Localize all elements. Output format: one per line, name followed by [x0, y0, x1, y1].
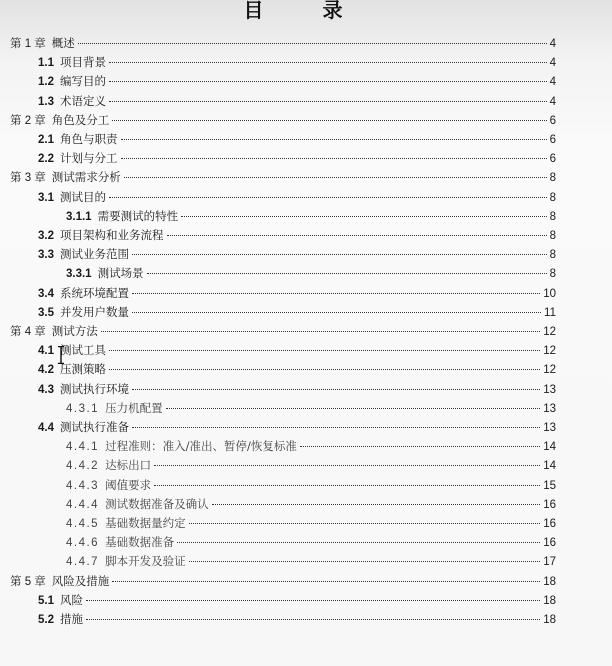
toc-entry-number: 第 3 章 [10, 172, 46, 185]
toc-entry-title: 测试场景 [97, 266, 144, 281]
toc-entry-title: 测试需求分析 [51, 170, 121, 185]
toc-entry-number: 5.2 [38, 614, 54, 626]
toc-entry-number: 3.3 [38, 249, 54, 262]
toc-leader-dots [132, 253, 547, 255]
toc-entry-number: 4.4.7 [66, 556, 100, 569]
toc-entry[interactable] [66, 456, 556, 475]
toc-entry-number: 3.1.1 [66, 210, 92, 223]
toc-page-number: 8 [549, 210, 556, 223]
toc-leader-dots [121, 138, 547, 140]
toc-leader-dots [112, 580, 540, 582]
toc-chapter-entry[interactable] [10, 111, 556, 130]
toc-entry[interactable] [38, 245, 556, 264]
toc-leader-dots [300, 445, 540, 447]
toc-entry[interactable] [66, 552, 556, 571]
toc-entry[interactable] [66, 495, 556, 514]
toc-chapter-entry[interactable] [10, 34, 556, 53]
toc-entry-title: 并发用户数量 [60, 304, 129, 319]
toc-leader-dots [109, 80, 547, 82]
toc-entry-number: 4.4.3 [66, 479, 100, 492]
toc-entry[interactable] [38, 591, 556, 610]
toc-entry-title: 压力机配置 [105, 400, 163, 415]
toc-page-number: 6 [549, 114, 556, 127]
toc-entry-title: 角色与职责 [60, 132, 118, 146]
toc-page-number: 12 [543, 345, 556, 358]
toc-page-number: 12 [543, 326, 556, 338]
toc-entry-title: 计划与分工 [60, 151, 118, 166]
toc-page-number: 15 [543, 479, 556, 492]
toc-entry-title: 测试工具 [60, 343, 106, 358]
toc-entry-number: 4.2 [38, 364, 54, 377]
toc-entry-number: 第 4 章 [10, 326, 46, 338]
toc-entry[interactable] [38, 130, 556, 149]
toc-entry[interactable] [38, 341, 556, 360]
toc-entry-title: 过程准则：准入/准出、暂停/恢复标准 [105, 439, 297, 454]
toc-leader-dots [154, 484, 540, 486]
toc-entry-number: 3.5 [38, 306, 54, 319]
toc-entry-title: 脚本开发及验证 [105, 554, 186, 569]
toc-page-number: 18 [543, 575, 556, 588]
toc-entry-number: 1.2 [38, 76, 54, 89]
toc-leader-dots [112, 119, 546, 121]
toc-entry-number: 1.1 [38, 57, 54, 70]
toc-leader-dots [109, 61, 547, 63]
toc-entry-number: 3.2 [38, 230, 54, 242]
toc-entry-title: 测试数据准备及确认 [105, 496, 209, 511]
toc-leader-dots [109, 196, 547, 198]
toc-entry-number: 4.3.1 [66, 402, 100, 415]
toc-entry-title: 测试执行环境 [60, 381, 129, 396]
toc-leader-dots [212, 503, 541, 505]
toc-entry-number: 3.1 [38, 191, 54, 204]
toc-entry[interactable] [38, 303, 556, 322]
toc-leader-dots [132, 292, 540, 294]
toc-leader-dots [132, 388, 540, 390]
toc-entry[interactable] [38, 284, 556, 303]
toc-entry-number: 3.3.1 [66, 268, 92, 281]
toc-entry-number: 1.3 [38, 95, 54, 108]
toc-entry-number: 4.4.2 [66, 460, 100, 473]
toc-entry[interactable] [66, 533, 556, 552]
toc-entry-title: 需要测试的特性 [97, 208, 179, 223]
toc-page-number: 4 [549, 38, 556, 50]
toc-entry[interactable] [38, 72, 556, 91]
toc-entry-number: 2.1 [38, 134, 54, 146]
toc-page-number: 6 [549, 153, 556, 166]
toc-leader-dots [109, 368, 540, 370]
toc-page-number: 16 [543, 518, 556, 530]
toc-entry[interactable] [66, 437, 556, 456]
toc-entry[interactable] [38, 92, 556, 111]
toc-leader-dots [177, 541, 540, 543]
toc-entry-title: 阈值要求 [105, 477, 152, 492]
toc-entry-number: 4.1 [38, 345, 54, 358]
toc-entry[interactable] [38, 226, 556, 245]
toc-entry-number: 4.3 [38, 383, 54, 396]
toc-leader-dots [167, 234, 547, 236]
toc-page-number: 12 [543, 364, 556, 377]
toc-leader-dots [109, 100, 547, 102]
toc-leader-dots [147, 272, 547, 274]
toc-entry-title: 基础数据准备 [105, 535, 175, 550]
toc-entry[interactable] [66, 264, 556, 283]
toc-page-number: 13 [543, 402, 556, 415]
toc-chapter-entry[interactable] [10, 572, 556, 591]
toc-entry[interactable] [38, 360, 556, 379]
toc-page-number: 8 [549, 249, 556, 262]
toc-page-number: 8 [549, 268, 556, 281]
toc-entry-title: 测试目的 [60, 189, 106, 204]
toc-page-number: 13 [543, 422, 556, 434]
toc-leader-dots [132, 311, 541, 313]
toc-entry-number: 第 1 章 [10, 38, 46, 50]
toc-entry-title: 概述 [51, 36, 75, 50]
toc-leader-dots [86, 618, 540, 620]
toc-page-number: 4 [549, 57, 556, 70]
toc-leader-dots [101, 330, 540, 332]
toc-entry[interactable] [66, 207, 556, 226]
toc-entry[interactable] [38, 149, 556, 168]
toc-entry-title: 达标出口 [105, 458, 152, 473]
toc-entry-title: 编写目的 [60, 74, 106, 89]
toc-entry[interactable] [38, 610, 556, 629]
toc-entry-number: 5.1 [38, 594, 54, 607]
toc-leader-dots [154, 464, 540, 466]
toc-entry-number: 第 2 章 [10, 114, 46, 127]
toc-entry[interactable] [38, 418, 556, 437]
toc-page-number: 18 [543, 594, 556, 607]
toc-page-number: 8 [549, 191, 556, 204]
toc-page-number: 4 [549, 76, 556, 89]
toc-chapter-entry[interactable] [10, 322, 556, 341]
toc-entry-number: 4.4.4 [66, 498, 100, 511]
toc-entry-number: 4.4.1 [66, 441, 100, 454]
toc-page-number: 4 [549, 95, 556, 108]
toc-chapter-entry[interactable] [10, 168, 556, 187]
toc-entry-title: 角色及分工 [51, 112, 110, 127]
toc-page-number: 13 [543, 383, 556, 396]
toc-entry-title: 测试方法 [51, 324, 98, 338]
toc-entry-number: 4.4 [38, 422, 54, 434]
toc-entry-title: 系统环境配置 [60, 285, 129, 300]
toc-leader-dots [86, 599, 540, 601]
toc-entry[interactable] [66, 399, 556, 418]
toc-entry[interactable] [66, 514, 556, 533]
toc-entry[interactable] [38, 380, 556, 399]
toc-entry[interactable] [66, 476, 556, 495]
toc-entry-title: 术语定义 [60, 93, 106, 108]
toc-leader-dots [181, 215, 547, 217]
toc-leader-dots [189, 560, 541, 562]
toc-page-number: 8 [549, 172, 556, 185]
toc-entry-title: 项目背景 [60, 55, 106, 70]
toc-entry-title: 项目架构和业务流程 [60, 228, 164, 242]
toc-entry[interactable] [38, 53, 556, 72]
toc-entry-title: 测试执行准备 [60, 420, 129, 434]
toc-entry-title: 测试业务范围 [60, 247, 129, 262]
toc-page-number: 11 [544, 306, 556, 319]
toc-entry-number: 4.4.5 [66, 518, 100, 530]
toc-entry-number: 3.4 [38, 287, 54, 300]
toc-page-number: 14 [543, 441, 556, 454]
toc-leader-dots [132, 426, 540, 428]
toc-entry-title: 压测策略 [60, 362, 106, 377]
toc-entry-title: 风险及措施 [51, 573, 110, 588]
toc-page-number: 16 [543, 498, 556, 511]
toc-leader-dots [109, 349, 540, 351]
toc-leader-dots [189, 522, 541, 524]
toc-leader-dots [124, 176, 547, 178]
toc-entry-title: 风险 [60, 592, 83, 607]
toc-entry-title: 基础数据量约定 [105, 516, 186, 530]
toc-page-number: 10 [543, 287, 556, 300]
toc-leader-dots [121, 157, 547, 159]
text-cursor-icon [58, 346, 64, 364]
toc-page-number: 16 [543, 537, 556, 550]
toc-entry[interactable] [38, 188, 556, 207]
toc-entry-number: 第 5 章 [10, 575, 46, 588]
toc-page-number: 14 [543, 460, 556, 473]
toc-leader-dots [166, 407, 541, 409]
toc-entry-title: 措施 [60, 612, 83, 626]
toc-entry-number: 2.2 [38, 153, 54, 166]
toc-entry-number: 4.4.6 [66, 537, 100, 550]
toc-page-number: 8 [549, 230, 556, 242]
toc-page-number: 6 [549, 134, 556, 146]
toc-title: 目 录 [243, 0, 369, 22]
toc-page-number: 17 [543, 556, 556, 569]
toc-leader-dots [78, 42, 547, 44]
toc-page-number: 18 [543, 614, 556, 626]
